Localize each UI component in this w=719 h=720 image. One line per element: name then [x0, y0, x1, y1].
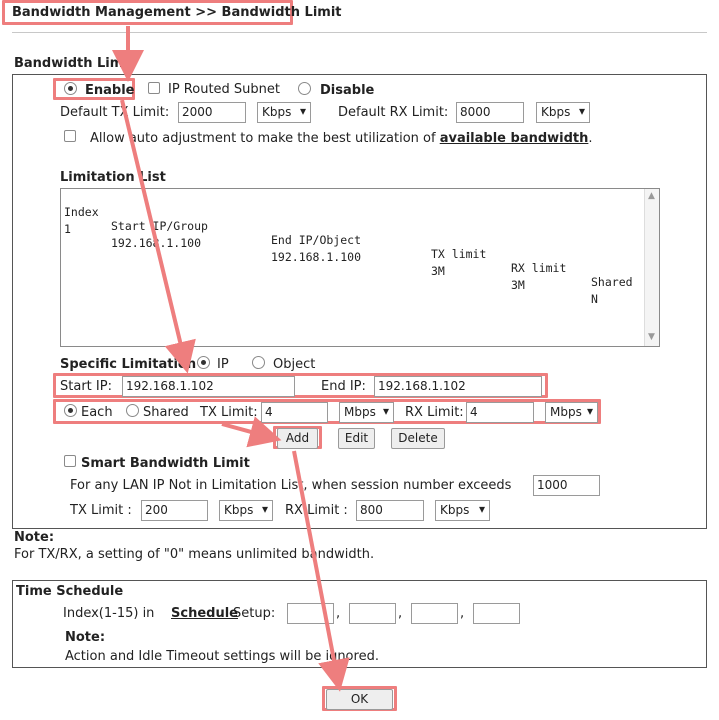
each-label: Each	[81, 405, 113, 420]
scroll-down-icon[interactable]: ▼	[648, 332, 655, 342]
rx-unit-select[interactable]: Mbps ▾	[545, 402, 598, 423]
col-index: Index	[64, 205, 99, 219]
end-ip-label: End IP:	[321, 379, 366, 394]
row-end-ip: 192.168.1.100	[271, 250, 362, 264]
ip-routed-subnet-checkbox[interactable]	[148, 82, 160, 94]
note-title: Note:	[14, 530, 55, 545]
schedule-sep-1: ,	[336, 606, 341, 621]
limitation-list-title: Limitation List	[60, 170, 166, 185]
schedule-sep-3: ,	[460, 606, 465, 621]
tx-unit-select[interactable]: Mbps ▾	[339, 402, 394, 423]
shared-radio[interactable]	[126, 404, 139, 417]
each-radio[interactable]	[64, 404, 77, 417]
enable-radio[interactable]	[64, 82, 77, 95]
auto-adjust-suffix: .	[588, 131, 593, 146]
row-shared: N	[591, 292, 598, 306]
smart-bandwidth-title: Smart Bandwidth Limit	[81, 456, 250, 471]
schedule-note-text: Action and Idle Timeout settings will be ignored.	[65, 649, 379, 664]
default-tx-input[interactable]: 2000	[178, 102, 246, 123]
schedule-note-title: Note:	[65, 630, 106, 645]
session-input[interactable]: 1000	[533, 475, 600, 496]
edit-button[interactable]: Edit	[338, 428, 375, 449]
object-radio[interactable]	[252, 356, 265, 369]
default-rx-label: Default RX Limit:	[338, 105, 449, 120]
specific-limitation-title: Specific Limitation	[60, 357, 197, 372]
smart-desc: For any LAN IP Not in Limitation List, when session number exceeds	[70, 478, 512, 493]
schedule-setup-suffix: Setup:	[233, 606, 276, 621]
add-button[interactable]: Add	[277, 428, 318, 449]
smart-rx-unit-select[interactable]: Kbps ▾	[435, 500, 490, 521]
default-tx-unit-select[interactable]: Kbps ▾	[257, 102, 311, 123]
auto-adjust-prefix: Allow auto adjustment to make the best utilization of	[90, 131, 436, 146]
default-rx-input[interactable]: 8000	[456, 102, 524, 123]
page-title: Bandwidth Management >> Bandwidth Limit	[12, 5, 342, 20]
default-tx-label: Default TX Limit:	[60, 105, 170, 120]
shared-label: Shared	[143, 405, 189, 420]
row-start-ip: 192.168.1.100	[111, 236, 202, 250]
smart-tx-input[interactable]: 200	[141, 500, 208, 521]
time-schedule-title: Time Schedule	[16, 584, 124, 599]
smart-rx-input[interactable]: 800	[356, 500, 424, 521]
col-end-ip: End IP/Object	[271, 233, 362, 247]
smart-rx-label: RX Limit :	[285, 503, 348, 518]
ip-routed-subnet-label: IP Routed Subnet	[168, 82, 281, 97]
smart-tx-unit-select[interactable]: Kbps ▾	[219, 500, 273, 521]
schedule-index-prefix: Index(1-15) in	[63, 606, 155, 621]
schedule-input-1[interactable]	[287, 603, 334, 624]
section-title: Bandwidth Limit	[14, 56, 134, 71]
end-ip-input[interactable]: 192.168.1.102	[374, 376, 542, 397]
schedule-input-3[interactable]	[411, 603, 458, 624]
enable-label: Enable	[85, 83, 135, 98]
schedule-input-2[interactable]	[349, 603, 396, 624]
row-rx: 3M	[511, 278, 525, 292]
rx-limit-input[interactable]: 4	[466, 402, 534, 423]
col-shared: Shared	[591, 275, 633, 289]
col-rx-limit: RX limit	[511, 261, 567, 275]
schedule-input-4[interactable]	[473, 603, 520, 624]
smart-bandwidth-checkbox[interactable]	[64, 455, 76, 467]
tx-limit-input[interactable]: 4	[261, 402, 328, 423]
object-radio-label: Object	[273, 357, 316, 372]
scroll-up-icon[interactable]: ▲	[648, 191, 655, 201]
disable-label: Disable	[320, 83, 375, 98]
auto-adjust-text	[90, 131, 593, 146]
disable-radio[interactable]	[298, 82, 311, 95]
note-text: For TX/RX, a setting of "0" means unlimited bandwidth.	[14, 547, 375, 562]
default-rx-unit-select[interactable]: Kbps ▾	[536, 102, 590, 123]
list-scrollbar[interactable]	[644, 189, 659, 346]
row-index: 1	[64, 222, 71, 236]
row-tx: 3M	[431, 264, 445, 278]
rx-limit-label: RX Limit:	[405, 405, 464, 420]
start-ip-label: Start IP:	[60, 379, 112, 394]
delete-button[interactable]: Delete	[391, 428, 445, 449]
col-tx-limit: TX limit	[431, 247, 487, 261]
schedule-sep-2: ,	[398, 606, 403, 621]
col-start-ip: Start IP/Group	[111, 219, 208, 233]
schedule-link[interactable]: Schedule	[171, 606, 238, 621]
divider	[12, 32, 707, 33]
limitation-list-box[interactable]	[60, 188, 660, 347]
tx-limit-label: TX Limit:	[200, 405, 258, 420]
auto-adjust-checkbox[interactable]	[64, 130, 76, 142]
start-ip-input[interactable]: 192.168.1.102	[122, 376, 295, 397]
ip-radio[interactable]	[197, 356, 210, 369]
available-bandwidth-link[interactable]: available bandwidth	[439, 131, 589, 146]
smart-tx-label: TX Limit :	[70, 503, 132, 518]
ip-radio-label: IP	[217, 357, 229, 372]
ok-button[interactable]: OK	[326, 689, 393, 710]
